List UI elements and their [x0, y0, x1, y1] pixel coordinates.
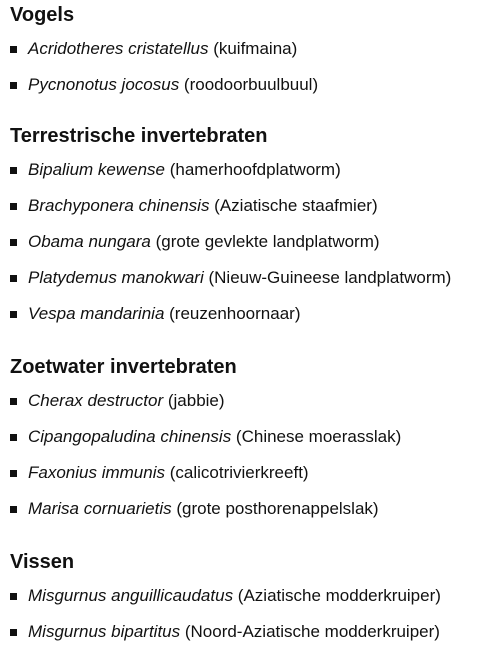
square-bullet-icon	[10, 434, 17, 441]
square-bullet-icon	[10, 398, 17, 405]
scientific-name: Vespa mandarinia	[28, 304, 165, 323]
scientific-name: Cherax destructor	[28, 391, 164, 410]
common-name: (grote gevlekte landplatworm)	[150, 232, 380, 251]
common-name: (hamerhoofdplatworm)	[165, 160, 341, 179]
section-title: Vissen	[10, 551, 75, 573]
species-list	[0, 389, 401, 533]
list-item	[0, 461, 401, 497]
square-bullet-icon	[10, 82, 17, 89]
common-name: (Noord-Aziatische modderkruiper)	[180, 622, 440, 641]
scientific-name: Misgurnus anguillicaudatus	[28, 586, 234, 605]
square-bullet-icon	[10, 593, 17, 600]
scientific-name: Obama nungara	[28, 232, 151, 251]
common-name: (roodoorbuulbuul)	[179, 75, 319, 94]
species-list	[0, 37, 318, 109]
scientific-name: Marisa cornuarietis	[28, 499, 172, 518]
common-name: (Aziatische modderkruiper)	[233, 586, 441, 605]
square-bullet-icon	[10, 203, 17, 210]
list-item	[0, 266, 451, 302]
list-item	[0, 584, 441, 620]
species-list	[0, 158, 451, 338]
scientific-name: Brachyponera chinensis	[28, 196, 210, 215]
common-name: (kuifmaina)	[208, 39, 298, 58]
list-item	[0, 389, 401, 425]
list-item	[0, 194, 451, 230]
scientific-name: Cipangopaludina chinensis	[28, 427, 232, 446]
section-title: Vogels	[10, 4, 75, 26]
scientific-name: Misgurnus bipartitus	[28, 622, 181, 641]
common-name: (grote posthorenappelslak)	[171, 499, 379, 518]
common-name: (reuzenhoornaar)	[164, 304, 301, 323]
square-bullet-icon	[10, 46, 17, 53]
scientific-name: Acridotheres cristatellus	[28, 39, 209, 58]
list-item	[0, 158, 451, 194]
list-item	[0, 73, 318, 109]
section-title: Terrestrische invertebraten	[10, 125, 268, 147]
common-name: (Aziatische staafmier)	[209, 196, 378, 215]
square-bullet-icon	[10, 311, 17, 318]
species-list	[0, 584, 441, 656]
list-item	[0, 302, 451, 338]
common-name: (calicotrivierkreeft)	[165, 463, 309, 482]
scientific-name: Pycnonotus jocosus	[28, 75, 180, 94]
list-item	[0, 497, 401, 533]
scientific-name: Bipalium kewense	[28, 160, 166, 179]
square-bullet-icon	[10, 167, 17, 174]
scientific-name: Platydemus manokwari	[28, 268, 204, 287]
common-name: (Nieuw-Guineese landplatworm)	[203, 268, 452, 287]
section-title: Zoetwater invertebraten	[10, 356, 237, 378]
square-bullet-icon	[10, 629, 17, 636]
square-bullet-icon	[10, 506, 17, 513]
list-item	[0, 425, 401, 461]
scientific-name: Faxonius immunis	[28, 463, 165, 482]
list-item	[0, 230, 451, 266]
square-bullet-icon	[10, 239, 17, 246]
square-bullet-icon	[10, 470, 17, 477]
square-bullet-icon	[10, 275, 17, 282]
common-name: (Chinese moerasslak)	[231, 427, 402, 446]
list-item	[0, 37, 318, 73]
common-name: (jabbie)	[163, 391, 225, 410]
